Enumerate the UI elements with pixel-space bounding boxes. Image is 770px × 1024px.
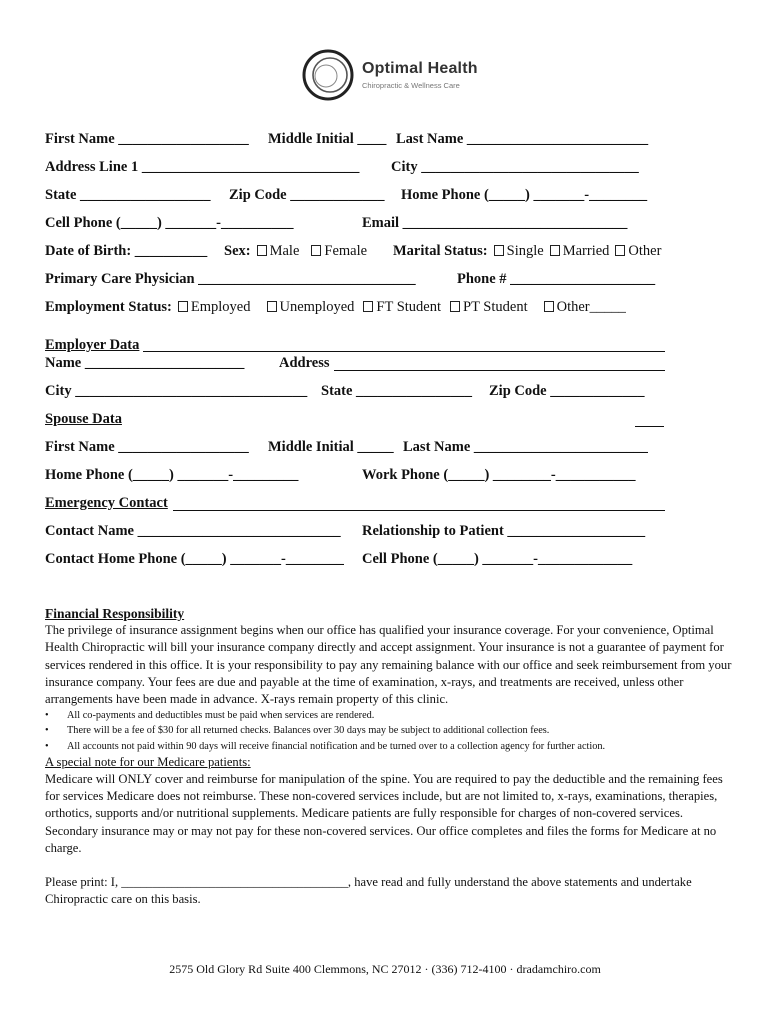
employer-zip-field[interactable]: Zip Code _____________ xyxy=(489,383,645,399)
financial-bullet-list xyxy=(45,708,735,754)
bullet-text: All co-payments and deductibles must be paid when services are rendered. xyxy=(67,710,375,722)
ft-student-label: FT Student xyxy=(376,299,441,315)
emergency-home-phone-field[interactable]: Contact Home Phone (_____) _______-________ xyxy=(45,551,344,567)
pcp-field[interactable]: Primary Care Physician ______________________________ xyxy=(45,271,416,287)
cell-phone-field[interactable]: Cell Phone (_____) _______-__________ xyxy=(45,215,294,231)
home-phone-field[interactable]: Home Phone (_____) _______-________ xyxy=(401,187,648,203)
marital-other-label: Other xyxy=(628,243,662,259)
employment-label: Employment Status: xyxy=(45,299,172,315)
list-item xyxy=(45,723,707,738)
sex-male-label: Male xyxy=(269,243,300,259)
bullet-icon: • xyxy=(45,725,49,737)
employer-city-field[interactable]: City ________________________________ xyxy=(45,383,308,399)
marital-label: Marital Status: xyxy=(393,243,488,259)
spouse-middle-initial-field[interactable]: Middle Initial _____ xyxy=(268,439,394,455)
spouse-home-phone-field[interactable]: Home Phone (_____) _______-_________ xyxy=(45,467,299,483)
middle-initial-field[interactable]: Middle Initial ____ xyxy=(268,131,387,147)
employer-state-field[interactable]: State ________________ xyxy=(321,383,473,399)
emergency-contact-name-field[interactable]: Contact Name ____________________________ xyxy=(45,523,341,539)
list-item xyxy=(45,739,707,754)
sex-female-checkbox[interactable] xyxy=(311,245,321,256)
print-statement: Please print: I, ____________________________________, have read and fully understand the above statements and undertake Chiropractic care on this basis. xyxy=(45,875,692,907)
employer-address-label: Address xyxy=(279,355,330,371)
footer-address: 2575 Old Glory Rd Suite 400 Clemmons, NC 27012 · (336) 712-4100 · dradamchiro.com xyxy=(169,962,601,976)
employment-row xyxy=(45,299,626,316)
medicare-heading: A special note for our Medicare patients: xyxy=(45,754,251,769)
emergency-relationship-field[interactable]: Relationship to Patient ___________________ xyxy=(362,523,646,539)
unemployed-checkbox[interactable] xyxy=(267,301,277,312)
spouse-heading: Spouse Data xyxy=(45,411,122,427)
city-field[interactable]: City ______________________________ xyxy=(391,159,639,175)
marital-other-checkbox[interactable] xyxy=(615,245,625,256)
pt-student-checkbox[interactable] xyxy=(450,301,460,312)
sex-female-label: Female xyxy=(324,243,368,259)
address-line1-field[interactable]: Address Line 1 ______________________________ xyxy=(45,159,360,175)
unemployed-label: Unemployed xyxy=(279,299,355,315)
sex-male-checkbox[interactable] xyxy=(257,245,267,256)
employment-other-checkbox[interactable] xyxy=(544,301,554,312)
marital-married-label: Married xyxy=(562,243,610,259)
financial-section xyxy=(45,605,735,908)
employed-checkbox[interactable] xyxy=(178,301,188,312)
clinic-logo xyxy=(300,44,480,106)
marital-group xyxy=(393,243,661,260)
spouse-heading-row xyxy=(45,411,122,428)
bullet-icon: • xyxy=(45,710,49,722)
pt-student-label: PT Student xyxy=(463,299,528,315)
financial-paragraph: The privilege of insurance assignment begins when our office has qualified your insurance coverage. For your convenience, Optimal Health Chiropractic will bill your insurance company directly and accept assignment. Your insurance is not a guarantee of payment for services rendered in this office. It is your responsibility to pay any remaining balance with our office and seek reimbursement from your insurance company. Your fees are due and payable at the time of examination, x-rays, and treatments are received, unless other arrangements have been made in advance. X-rays remain property of this clinic. xyxy=(45,623,732,707)
logo-rings-icon xyxy=(300,44,356,106)
financial-heading: Financial Responsibility xyxy=(45,606,185,621)
employer-heading: Employer Data xyxy=(45,337,140,353)
emergency-heading-row xyxy=(45,495,168,512)
emergency-cell-phone-field[interactable]: Cell Phone (_____) _______-_____________ xyxy=(362,551,633,567)
employment-other-label: Other_____ xyxy=(556,299,626,315)
emergency-heading-line xyxy=(173,510,665,511)
spouse-work-phone-field[interactable]: Work Phone (_____) ________-___________ xyxy=(362,467,636,483)
logo-subtitle: Chiropractic & Wellness Care xyxy=(362,81,460,90)
ft-student-checkbox[interactable] xyxy=(363,301,373,312)
employer-address-line[interactable] xyxy=(334,370,665,371)
bullet-icon: • xyxy=(45,740,49,752)
last-name-field[interactable]: Last Name _________________________ xyxy=(396,131,649,147)
employer-name-field[interactable]: Name ______________________ xyxy=(45,355,245,371)
spouse-last-name-field[interactable]: Last Name ________________________ xyxy=(403,439,648,455)
logo-title: Optimal Health xyxy=(362,60,478,77)
sex-group xyxy=(224,243,367,260)
zip-field[interactable]: Zip Code _____________ xyxy=(229,187,385,203)
list-item xyxy=(45,708,707,723)
dob-field[interactable]: Date of Birth: __________ xyxy=(45,243,208,259)
marital-single-checkbox[interactable] xyxy=(494,245,504,256)
email-field[interactable]: Email _______________________________ xyxy=(362,215,628,231)
marital-single-label: Single xyxy=(506,243,544,259)
first-name-field[interactable]: First Name __________________ xyxy=(45,131,249,147)
employer-heading-line xyxy=(143,351,665,352)
bullet-text: There will be a fee of $30 for all returned checks. Balances over 30 days may be subject to additional collection fees. xyxy=(67,725,550,737)
spouse-heading-line xyxy=(635,426,664,427)
sex-label: Sex: xyxy=(224,243,251,259)
emergency-heading: Emergency Contact xyxy=(45,495,168,511)
employed-label: Employed xyxy=(190,299,251,315)
employer-heading-row xyxy=(45,337,139,354)
pcp-phone-field[interactable]: Phone # ____________________ xyxy=(457,271,656,287)
medicare-paragraph: Medicare will ONLY cover and reimburse for manipulation of the spine. You are required to pay the deductible and the remaining fees for services Medicare does not reimburse. These non-covered services include, but are not limited to, x-rays, examinations, therapies, orthotics, supports and/or nutritional supplements. Medicare patients are fully responsible for charges of non-covered services. Secondary insurance may or may not pay for these non-covered services. Our office completes and files the forms for Medicare at no charge. xyxy=(45,772,723,855)
state-field[interactable]: State __________________ xyxy=(45,187,211,203)
spouse-first-name-field[interactable]: First Name __________________ xyxy=(45,439,249,455)
bullet-text: All accounts not paid within 90 days will receive financial notification and be turned over to a collection agency for further action. xyxy=(67,740,606,752)
marital-married-checkbox[interactable] xyxy=(550,245,560,256)
